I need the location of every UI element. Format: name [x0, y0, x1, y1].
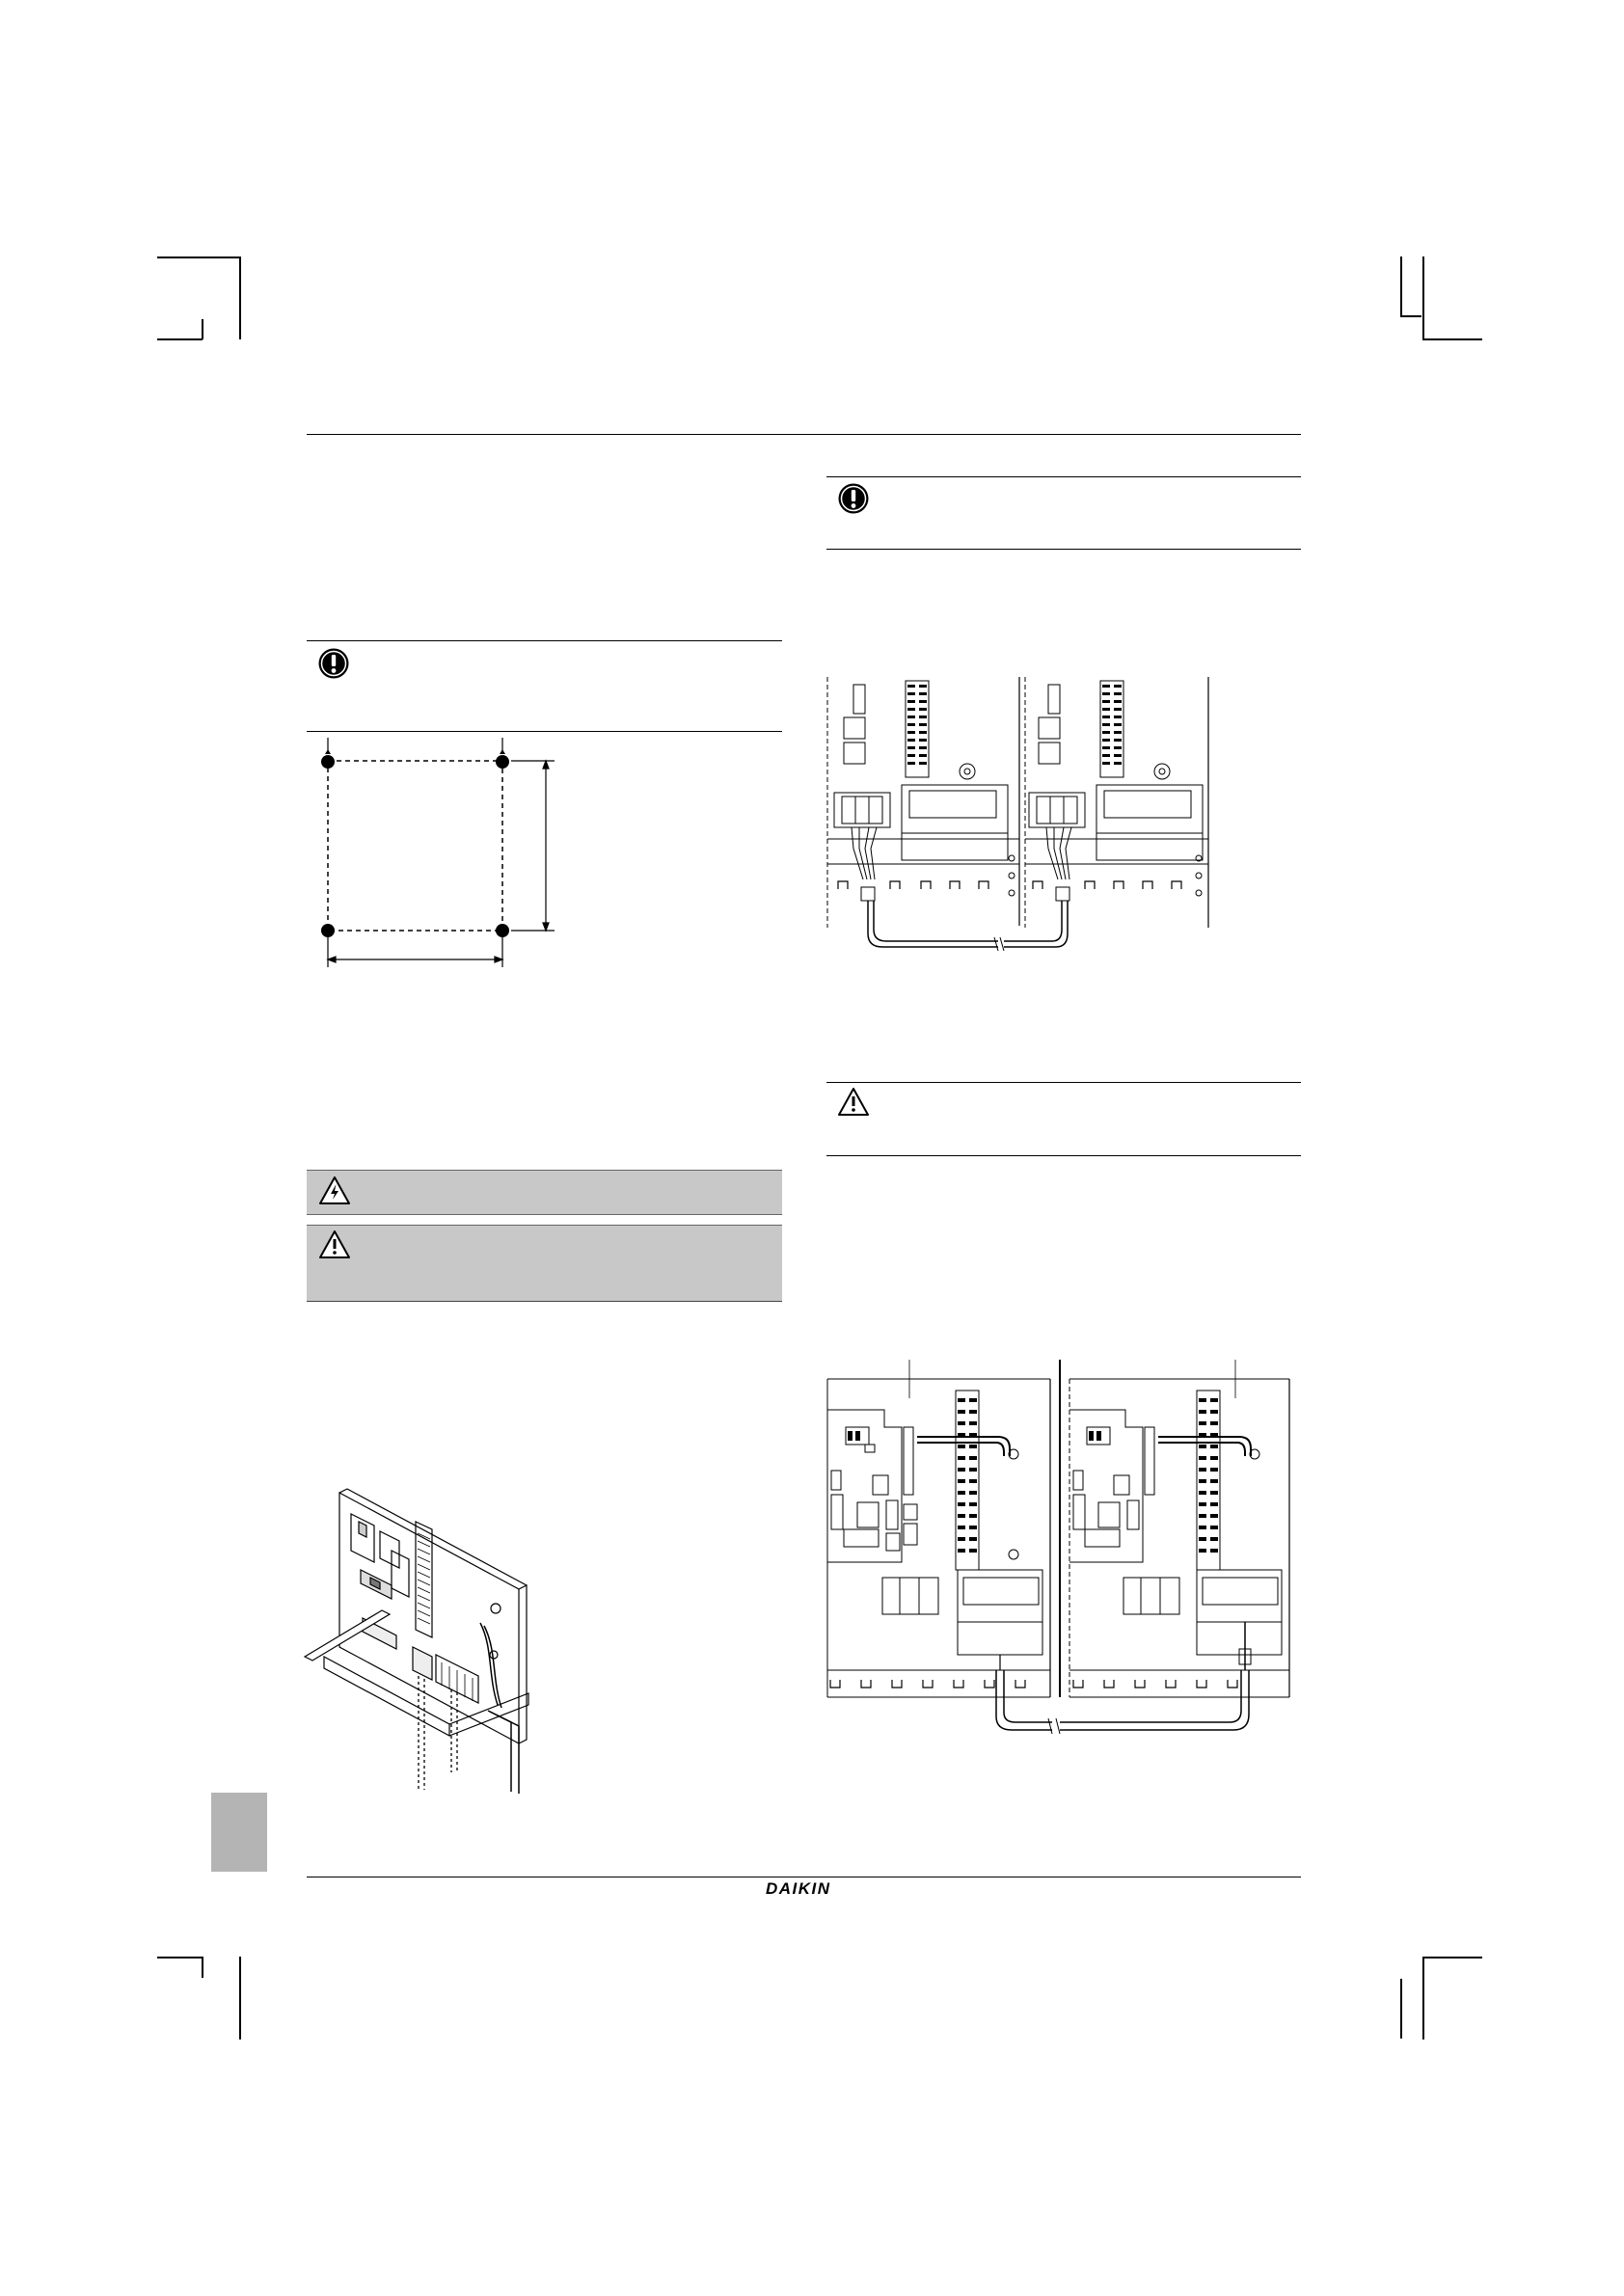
caution-warning-icon — [837, 1087, 870, 1117]
wiring-diagram-top — [825, 675, 1210, 964]
control-panel-isometric-illustration — [305, 1483, 527, 1801]
notice-icon — [317, 647, 350, 680]
electric-warning-bar — [307, 1170, 782, 1215]
mounting-outline — [328, 761, 502, 931]
electric-warning-icon — [318, 1175, 351, 1205]
caution-warning-icon — [318, 1229, 351, 1259]
mounting-hole-top-right — [496, 738, 509, 769]
side-tab — [211, 1793, 267, 1872]
mounting-hole-bottom-right — [496, 924, 509, 937]
mounting-hole-top-left — [321, 738, 335, 769]
wiring-diagram-bottom — [825, 1360, 1292, 1736]
brand-logo: DAIKIN — [766, 1879, 831, 1898]
dimension-width — [328, 935, 502, 967]
mounting-holes-diagram — [309, 738, 569, 979]
mounting-hole-bottom-left — [321, 924, 335, 937]
header-rule — [307, 434, 1301, 435]
notice-icon — [837, 482, 870, 515]
dimension-height — [511, 761, 555, 931]
caution-warning-bar — [307, 1225, 782, 1302]
